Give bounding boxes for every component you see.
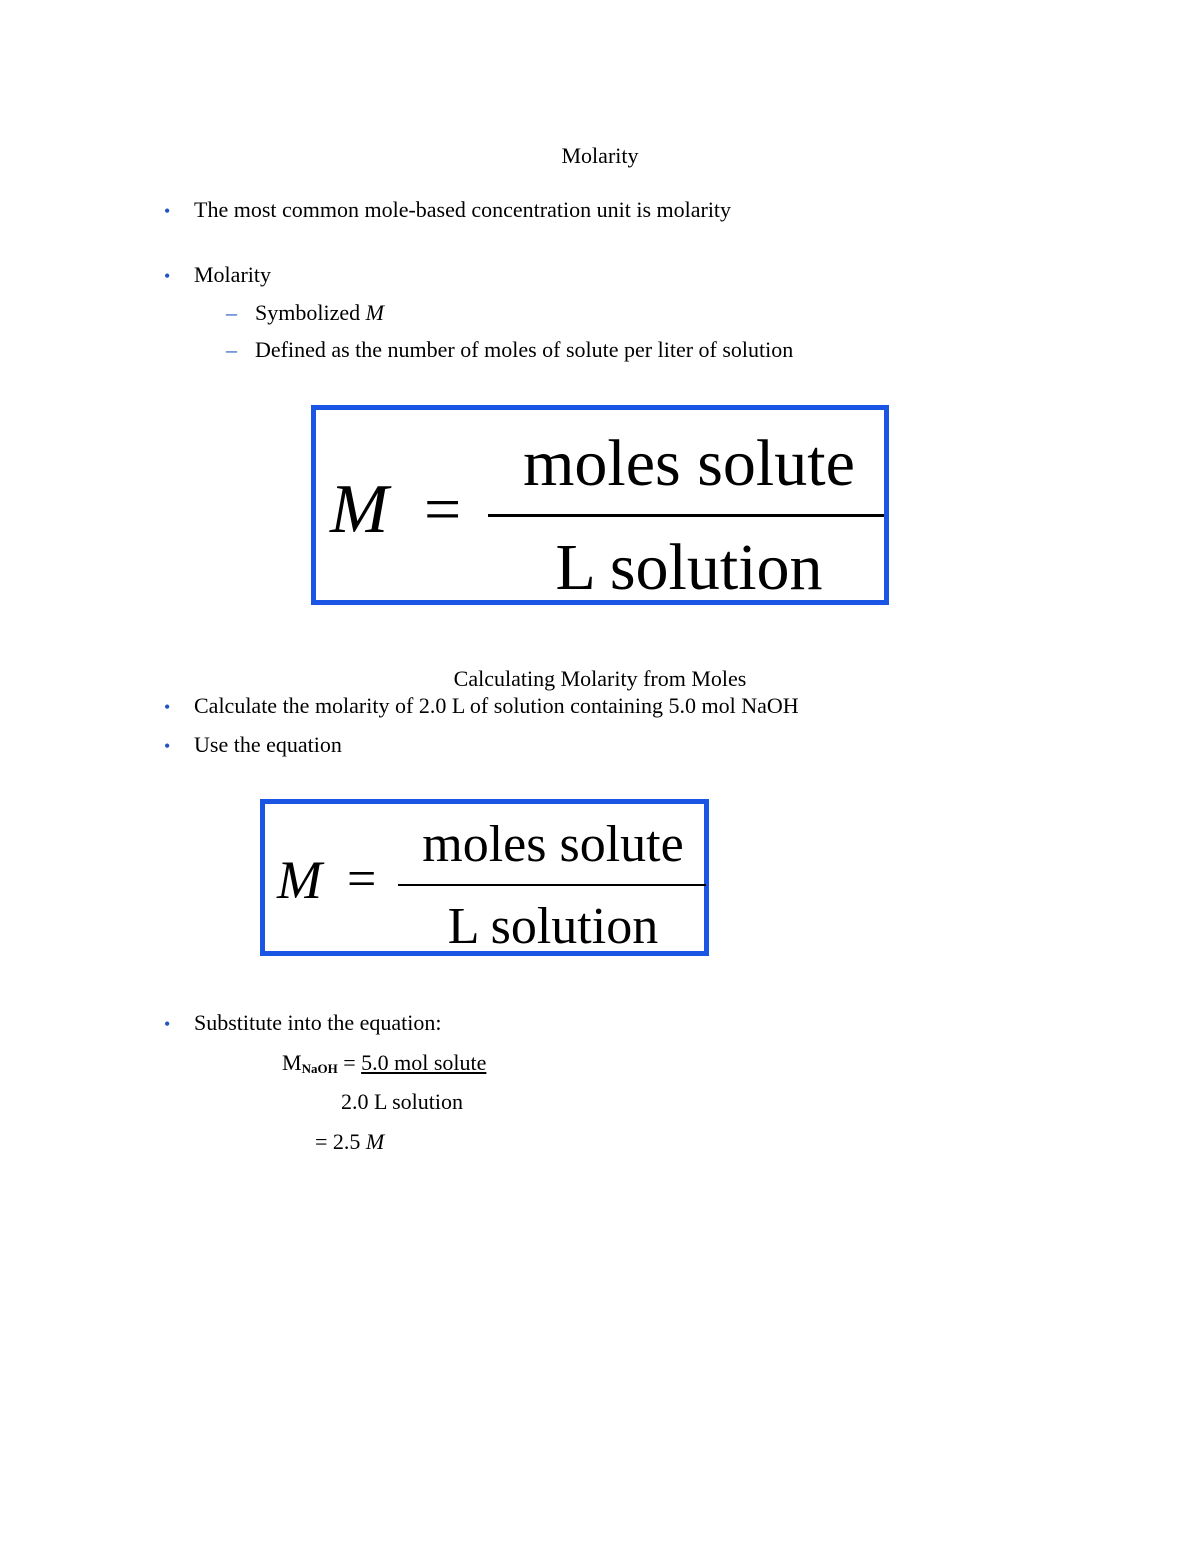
- sub-bullet-label: Symbolized: [255, 300, 366, 325]
- bullet-icon: •: [164, 697, 171, 717]
- bullet-text: The most common mole-based concentration unit is molarity: [194, 197, 732, 222]
- bullet-icon: •: [164, 1014, 171, 1034]
- calc-result-unit: M: [365, 1129, 385, 1154]
- calculation-numerator-line: [282, 1050, 486, 1082]
- bullet-text: Calculate the molarity of 2.0 L of solution containing 5.0 mol NaOH: [194, 693, 799, 718]
- symbol-m: M: [365, 300, 384, 325]
- calc-m: M: [282, 1050, 302, 1075]
- bullet-icon: •: [164, 201, 171, 221]
- calculation-result: [315, 1129, 384, 1155]
- bullet-text: Use the equation: [194, 732, 342, 757]
- formula-denominator: L solution: [555, 531, 823, 604]
- formula-symbol: M: [330, 471, 389, 548]
- bullet-icon: •: [164, 266, 171, 286]
- formula-denominator: L solution: [447, 898, 659, 955]
- fraction-line: [488, 514, 884, 517]
- formula-numerator: moles solute: [523, 427, 855, 500]
- bullet-text: Molarity: [194, 262, 271, 287]
- dash-icon: –: [226, 337, 237, 362]
- dash-icon: –: [226, 300, 237, 325]
- calc-denominator: 2.0 L solution: [341, 1089, 464, 1114]
- molarity-formula-box-small: [260, 799, 709, 956]
- bullet-text: Substitute into the equation:: [194, 1010, 442, 1035]
- formula-equals: =: [347, 851, 377, 908]
- fraction-line: [398, 884, 706, 886]
- calc-numerator: 5.0 mol solute: [361, 1050, 487, 1075]
- formula-equals: =: [424, 473, 462, 546]
- formula-numerator: moles solute: [422, 816, 684, 873]
- molarity-formula-box: [311, 405, 889, 605]
- sub-bullet-text: Defined as the number of moles of solute per liter of solution: [255, 337, 794, 362]
- calc-subscript: NaOH: [301, 1061, 338, 1076]
- page-title: Molarity: [561, 143, 639, 168]
- section-title: Calculating Molarity from Moles: [453, 666, 747, 691]
- calc-equals: =: [337, 1050, 362, 1075]
- sub-bullet-text: [255, 300, 384, 326]
- bullet-icon: •: [164, 736, 171, 756]
- calc-result-value: = 2.5: [315, 1129, 366, 1154]
- formula-symbol: M: [277, 850, 322, 910]
